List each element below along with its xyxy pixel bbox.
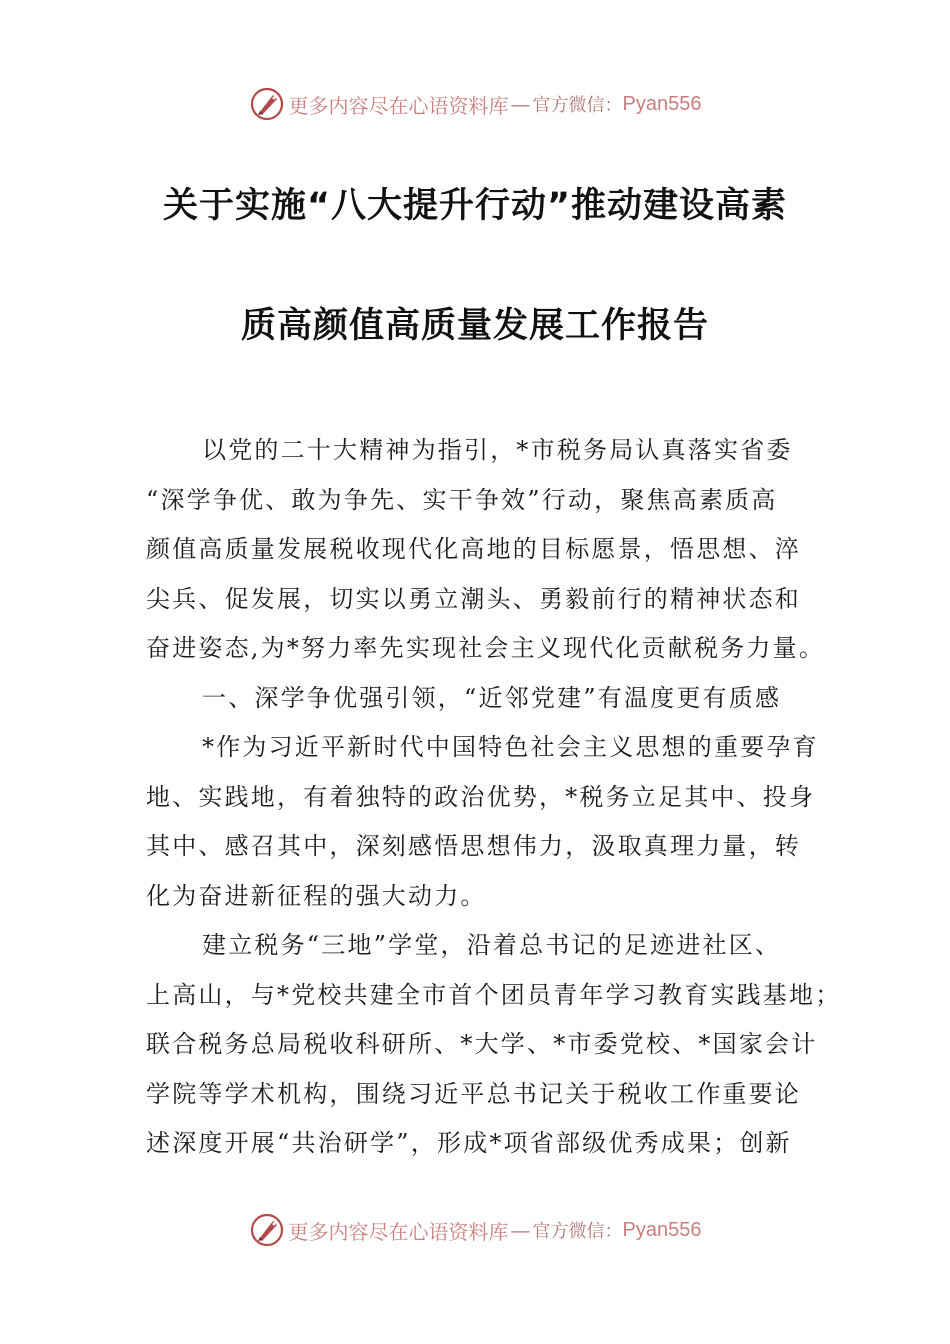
document-title-line-2: 质高颜值高质量发展工作报告 [240, 306, 709, 346]
body-line: 颜值高质量发展税收现代化高地的目标愿景，悟思想、淬 [146, 535, 801, 563]
watermark-separator: — [510, 1218, 531, 1242]
body-line: 其中、感召其中，深刻感悟思想伟力，汲取真理力量，转 [146, 832, 801, 860]
document-title-line-1: 关于实施“八大提升行动”推动建设高素 [162, 186, 787, 226]
watermark-wechat-label: 官方微信： [532, 95, 623, 116]
body-line: 以党的二十大精神为指引，*市税务局认真落实省委 [202, 436, 793, 464]
body-line: 学院等学术机构，围绕习近平总书记关于税收工作重要论 [146, 1079, 801, 1108]
watermark-wechat-label: 官方微信： [532, 1221, 623, 1242]
watermark-wechat-id: Pyan556 [622, 92, 702, 115]
pen-nib-logo-icon [249, 86, 285, 122]
watermark-wechat-id: Pyan556 [622, 1218, 702, 1241]
body-line: “深学争优、敢为争先、实干争效”行动，聚焦高素质高 [146, 485, 778, 514]
body-line: 地、实践地，有着独特的政治优势，*税务立足其中、投身 [146, 782, 816, 811]
header-watermark [0, 84, 950, 124]
body-line: 上高山，与*党校共建全市首个团员青年学习教育实践基地； [146, 980, 842, 1009]
pen-nib-logo-icon [249, 1212, 285, 1248]
watermark-separator: — [510, 92, 531, 116]
body-line: *作为习近平新时代中国特色社会主义思想的重要孕育 [202, 733, 819, 761]
body-line: 化为奋进新征程的强大动力。 [146, 881, 487, 910]
document-body [146, 426, 842, 1169]
body-line: 奋进姿态,为*努力率先实现社会主义现代化贡献税务力量。 [146, 634, 826, 662]
body-line: 联合税务总局税收科研所、*大学、*市委党校、*国家会计 [146, 1030, 818, 1058]
watermark-slogan: 更多内容尽在心语资料库 [288, 93, 509, 118]
section-heading: 一、深学争优强引领，“近邻党建”有温度更有质感 [202, 683, 782, 712]
body-line: 建立税务“三地”学堂，沿着总书记的足迹进社区、 [202, 931, 782, 959]
body-line: 尖兵、促发展，切实以勇立潮头、勇毅前行的精神状态和 [146, 584, 801, 613]
footer-watermark [0, 1210, 950, 1250]
body-line: 述深度开展“共治研学”，形成*项省部级优秀成果；创新 [146, 1129, 792, 1157]
watermark-slogan: 更多内容尽在心语资料库 [288, 1219, 509, 1244]
